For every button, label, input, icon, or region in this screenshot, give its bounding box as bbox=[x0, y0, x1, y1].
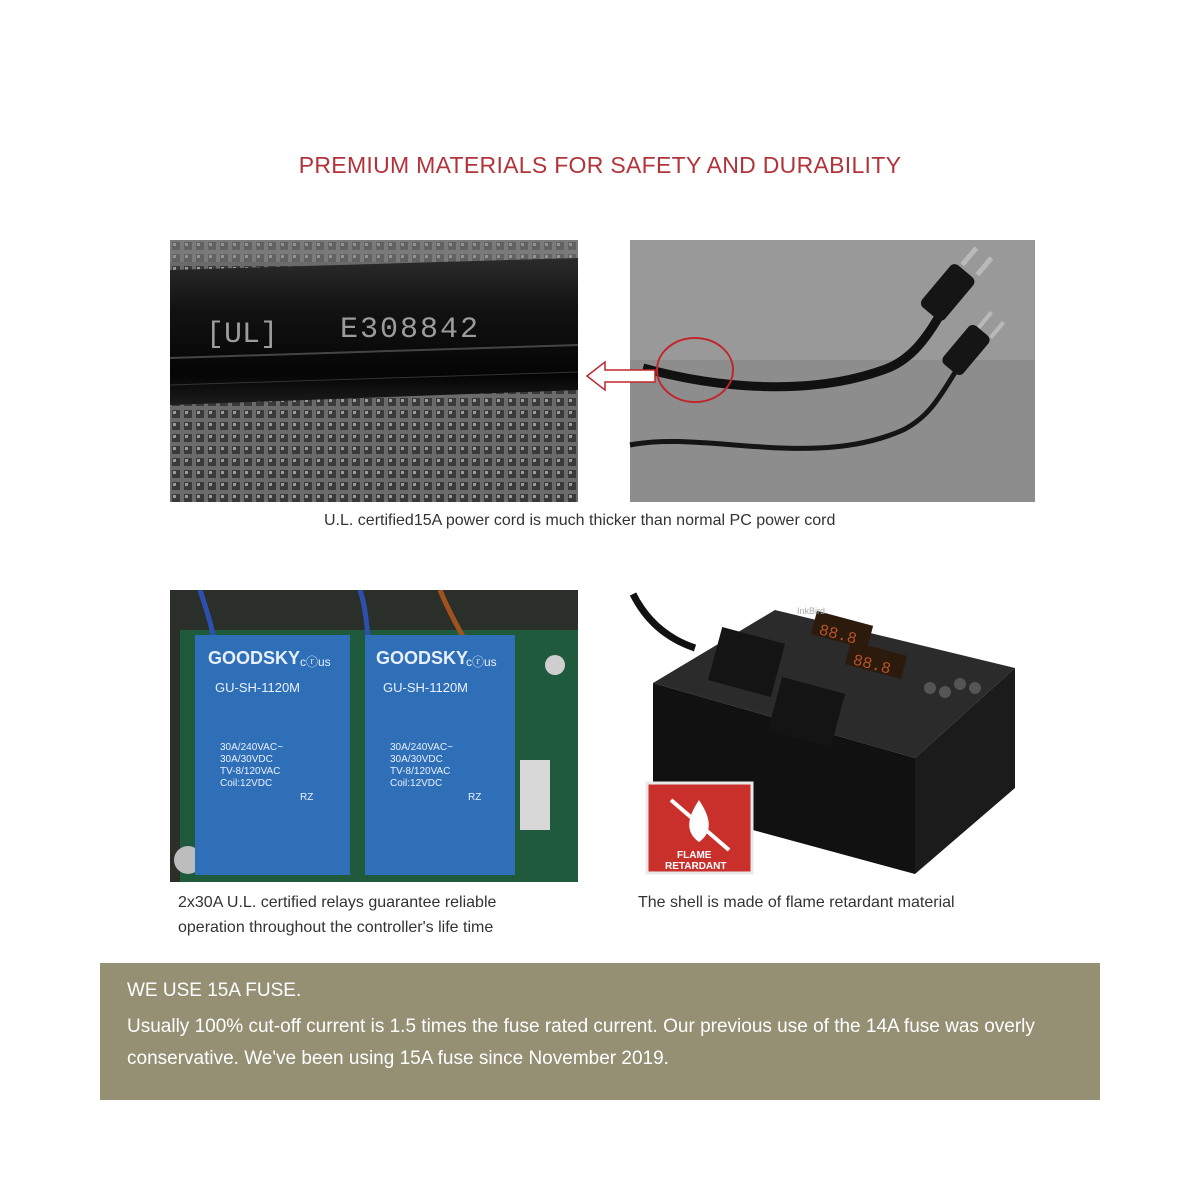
relay-right-spec-1: 30A/30VDC bbox=[390, 754, 443, 765]
cord-imprint-right: E308842 bbox=[340, 313, 481, 347]
relay-left-tag: RZ bbox=[300, 792, 314, 803]
controller-display-bottom: 88.8 bbox=[850, 651, 893, 679]
relay-right-spec-0: 30A/240VAC~ bbox=[390, 742, 453, 753]
controller-photo bbox=[625, 588, 1035, 884]
controller-button-3 bbox=[954, 678, 966, 690]
controller-button-4 bbox=[969, 682, 981, 694]
relay-right-model: GU-SH-1120M bbox=[383, 680, 469, 695]
controller-button-1 bbox=[924, 682, 936, 694]
relay-right-spec-3: Coil:12VDC bbox=[390, 778, 443, 789]
relay-left-spec-2: TV-8/120VAC bbox=[220, 766, 281, 777]
controller-button-2 bbox=[939, 686, 951, 698]
badge-line-1: FLAME bbox=[677, 850, 712, 861]
page-headline: PREMIUM MATERIALS FOR SAFETY AND DURABILITY bbox=[298, 152, 902, 178]
relay-caption bbox=[178, 890, 598, 940]
controller-display-top: 88.8 bbox=[816, 621, 859, 649]
relay-right bbox=[365, 635, 515, 875]
relay-left-spec-0: 30A/240VAC~ bbox=[220, 742, 283, 753]
flame-retardant-badge bbox=[647, 783, 752, 873]
relay-left-spec-1: 30A/30VDC bbox=[220, 754, 273, 765]
relay-caption-line-2: operation throughout the controller's life time bbox=[178, 919, 494, 936]
fuse-note-box bbox=[100, 963, 1100, 1100]
relay-left-spec-3: Coil:12VDC bbox=[220, 778, 273, 789]
fuse-note-title: WE USE 15A FUSE. bbox=[127, 980, 302, 1001]
relays-photo bbox=[170, 590, 578, 882]
relay-right-mark: cⓡus bbox=[466, 655, 497, 669]
controller-brand: InkBird bbox=[797, 606, 826, 616]
badge-line-2: RETARDANT bbox=[665, 861, 727, 872]
cord-imprint-left: [UL] bbox=[206, 318, 279, 352]
relay-right-spec-2: TV-8/120VAC bbox=[390, 766, 451, 777]
relay-left-brand: GOODSKY bbox=[208, 648, 301, 668]
relay-left bbox=[195, 635, 350, 875]
power-cords-photo bbox=[583, 240, 1035, 502]
relay-right-brand: GOODSKY bbox=[376, 648, 469, 668]
cord-closeup-photo bbox=[170, 240, 578, 502]
shell-caption: The shell is made of flame retardant material bbox=[638, 894, 955, 911]
cord-caption: U.L. certified15A power cord is much thicker than normal PC power cord bbox=[324, 512, 836, 529]
relay-left-model: GU-SH-1120M bbox=[215, 680, 301, 695]
relay-caption-line-1: 2x30A U.L. certified relays guarantee reliable bbox=[178, 894, 497, 911]
relay-right-tag: RZ bbox=[468, 792, 482, 803]
relay-left-mark: cⓡus bbox=[300, 655, 331, 669]
fuse-note-body: Usually 100% cut-off current is 1.5 times the fuse rated current. Our previous use of the 14A fuse was overly conservative. We've been using 15A fuse since November 2019. bbox=[127, 1016, 1035, 1069]
